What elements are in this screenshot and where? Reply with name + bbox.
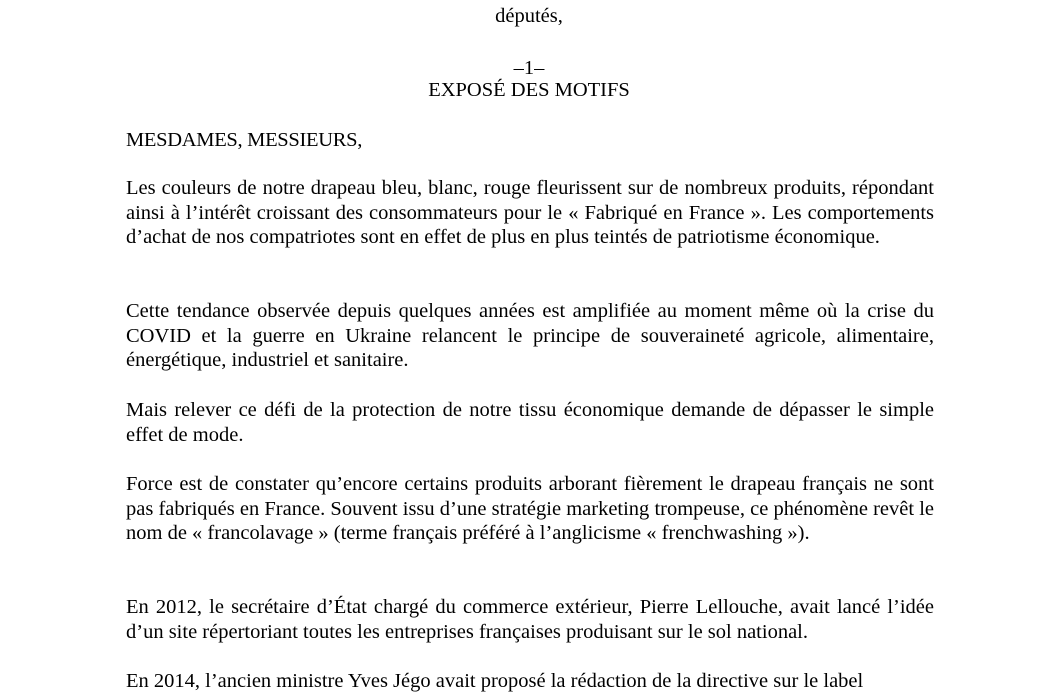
section-number: –1– bbox=[513, 57, 545, 79]
paragraph-5: En 2012, le secrétaire d’État chargé du commerce extérieur, Pierre Lellouche, avait lancé l’idée d’un site répertoriant toutes les entreprises françaises produisant sur le sol national. bbox=[126, 596, 934, 643]
salutation: MESDAMES, MESSIEURS, bbox=[126, 129, 363, 151]
paragraph-6: En 2014, l’ancien ministre Yves Jégo avait proposé la rédaction de la directive sur le label bbox=[126, 670, 864, 692]
paragraph-2: Cette tendance observée depuis quelques années est amplifiée au moment même où la crise du COVID et la guerre en Ukraine relancent le principe de souveraineté agricole, alimentaire, énergétique, industriel et sanitaire. bbox=[126, 300, 934, 371]
paragraph-3: Mais relever ce défi de la protection de notre tissu économique demande de dépasser le simple effet de mode. bbox=[126, 399, 934, 446]
paragraph-1: Les couleurs de notre drapeau bleu, blanc, rouge fleurissent sur de nombreux produits, répondant ainsi à l’intérêt croissant des consommateurs pour le « Fabriqué en France ». Les comportements d’achat de nos compatriotes sont en effet de plus en plus teintés de patriotisme économique. bbox=[126, 177, 934, 248]
section-title: EXPOSÉ DES MOTIFS bbox=[428, 79, 630, 101]
top-fragment-text: députés, bbox=[495, 5, 563, 27]
paragraph-4: Force est de constater qu’encore certains produits arborant fièrement le drapeau français ne sont pas fabriqués en France. Souvent issu d’une stratégie marketing trompeuse, ce phénomène revêt le nom de « francolavage » (terme français préféré à l’anglicisme « frenchwashing »). bbox=[126, 473, 934, 544]
